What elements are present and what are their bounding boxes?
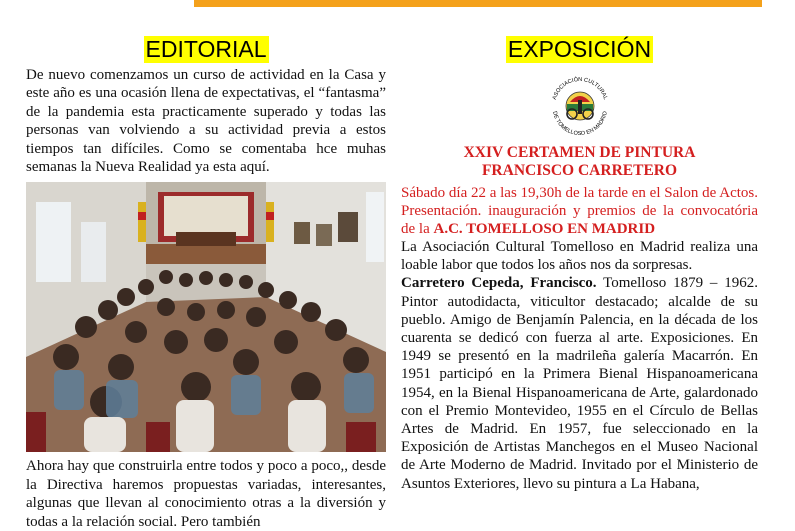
exposicion-intro: La Asociación Cultural Tomelloso en Madrid realiza una loable labor que todos los años nos da sorpresas. xyxy=(401,239,758,274)
editorial-heading: EDITORIAL xyxy=(145,36,267,62)
asociacion-cultural-logo-icon xyxy=(545,72,615,140)
certamen-subtitle: FRANCISCO CARRETERO xyxy=(481,162,678,179)
top-accent-bar xyxy=(194,0,762,7)
meeting-photo xyxy=(26,182,386,452)
exposicion-heading: EXPOSICIÓN xyxy=(507,36,652,62)
svg-text:DE TOMELLOSO EN MADRID: DE TOMELLOSO EN MADRID xyxy=(550,110,609,138)
bio-paragraph xyxy=(401,274,758,492)
editorial-body: Ahora hay que construirla entre todos y poco a poco,, desde la Directiva haremos propuestas variadas, interesantes, algunas que llevan al conocimiento otras a la diversión y todas a la relación social. Pero también xyxy=(26,458,386,530)
editorial-intro: De nuevo comenzamos un curso de actividad en la Casa y este año es una ocasión llena de expectativas, el “fantasma” de la pandemia esta practicamente superado y todas las personas van volviendo a su actividad previa a estos tiempos tan difíciles. Como se comentaba hce muhas semanas la Nueva Realidad ya esta aquí. xyxy=(26,67,386,176)
svg-text:ASOCIACIÓN CULTURAL: ASOCIACIÓN CULTURAL xyxy=(551,76,608,101)
bio-name: Carretero Cepeda, Francisco. xyxy=(401,275,597,292)
bio-text: Tomelloso 1879 – 1962. Pintor autodidacta, viticultor destacado; alcalde de su pueblo. Amigo de Benjamín Palencia, en la década de los cuarenta se dedicó con fuerza al arte. Exposiciones. En 1949 se presentó en la madrileña galería Macarrón. En 1951 participó en la Primera Bienal Hispanoamericana 1954, en la Bienal Hispanoamericana de Arte, galardonado con el Premio Montevideo, 1955 en el Círculo de Bellas Artes de Madrid. En 1957, fue seleccionado en la Exposición de Artistas Manchegos en el Museo Nacional de Arte Moderno de Madrid. Invitado por el Ministerio de Asuntos Exteriores, llevo su pintura a La Habana, xyxy=(401,275,758,492)
certamen-title: XXIV CERTAMEN DE PINTURA xyxy=(463,144,696,161)
announcement-text: Sábado día 22 a las 19,30h de la tarde en el Salon de Actos. Presentación. inauguración y premios de la convocatória de la xyxy=(401,185,758,237)
editorial-column xyxy=(26,36,386,531)
announcement-org: A.C. TOMELLOSO EN MADRID xyxy=(433,221,656,237)
announcement xyxy=(401,184,758,238)
exposicion-column xyxy=(401,36,758,493)
